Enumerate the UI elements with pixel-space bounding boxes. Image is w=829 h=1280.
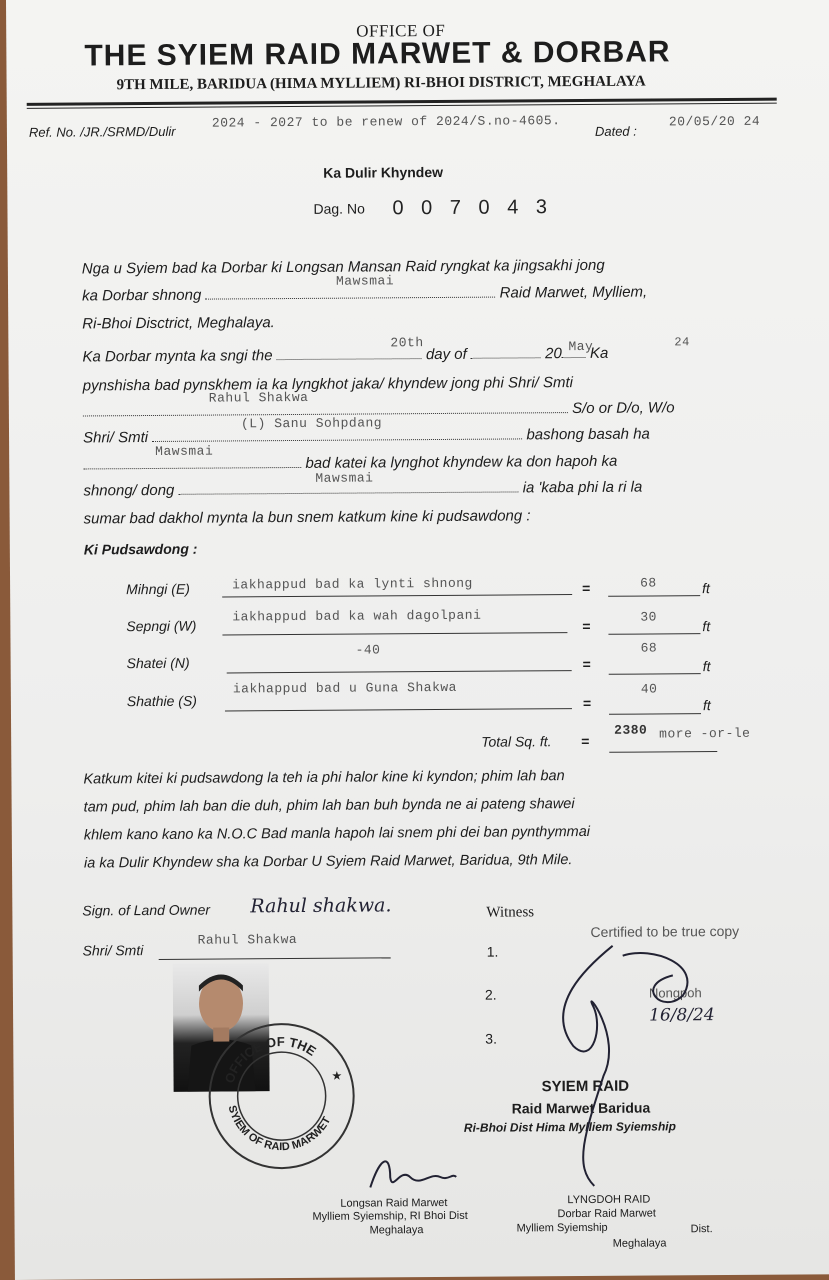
terms-line-1: Katkum kitei ki pudsawdong la teh ia phi halor kine ki kyndon; phim lah ban (83, 768, 565, 788)
body-text: bad katei ka lynghot khyndew ka don hapoh ka (305, 452, 618, 472)
unit-ft: ft (702, 580, 710, 597)
fill-year: 24 (674, 335, 690, 350)
lyngdoh-seal-extra: Dist. (690, 1223, 713, 1236)
dated-label: Dated : (594, 123, 637, 139)
witness-label: Witness (486, 904, 535, 921)
fill-shnong-dong: Mawsmai (315, 470, 374, 486)
body-text: Ka Dorbar mynta ka sngi the (82, 347, 273, 366)
syiem-seal-line-2: Raid Marwet Baridua (511, 1099, 651, 1117)
owner-sign-label: Sign. of Land Owner (82, 901, 211, 919)
witness-1: 1. (486, 943, 499, 960)
lyngdoh-seal-line-2: Dorbar Raid Marwet (557, 1207, 656, 1221)
syiem-seal-line-1: SYIEM RAID (541, 1077, 630, 1096)
fill-bashong: Mawsmai (155, 443, 214, 459)
certified-stamp: Certified to be true copy (590, 922, 740, 940)
witness-2: 2. (484, 986, 497, 1003)
equals-sign: = (582, 655, 591, 672)
fill-day: 20th (390, 335, 424, 351)
boundary-value-north: 68 (640, 640, 658, 656)
body-text: day of (425, 345, 467, 364)
body-text: bashong basah ha (526, 425, 650, 444)
office-title: THE SYIEM RAID MARWET & DORBAR (84, 35, 671, 73)
dag-label: Dag. No (313, 200, 365, 217)
body-text: S/o or D/o, W/o (571, 399, 675, 418)
boundary-value-west: 30 (640, 609, 657, 625)
body-text: shnong/ dong (83, 481, 175, 500)
dated-value: 20/05/20 24 (668, 113, 761, 130)
svg-text:★: ★ (331, 1068, 343, 1083)
body-text: Raid Marwet, Mylliem, (499, 283, 648, 302)
total-label: Total Sq. ft. (481, 733, 552, 750)
shri-fill: Rahul Shakwa (197, 931, 298, 948)
body-text: 20 (545, 345, 562, 363)
fill-dorbar-shnong: Mawsmai (335, 273, 395, 289)
body-text: ia 'kaba phi la ri la (522, 478, 643, 497)
body-line-1: Nga u Syiem bad ka Dorbar ki Longsan Mansan Raid ryngkat ka jingsakhi jong (81, 256, 605, 278)
syiem-seal-line-3: Ri-Bhoi Dist Hima Mylliem Syiemship (463, 1119, 676, 1135)
equals-sign: = (582, 694, 592, 711)
body-text: Ka (589, 344, 609, 362)
boundary-value-east: 68 (640, 575, 657, 591)
longsan-seal-line-2: Mylliem Syiemship, RI Bhoi Dist (312, 1209, 468, 1223)
boundary-label-west: Sepngi (W) (126, 617, 197, 635)
terms-line-4: ia ka Dulir Khyndew sha ka Dorbar U Syiem Raid Marwet, Baridua, 9th Mile. (83, 852, 573, 872)
document-heading: Ka Dulir Khyndew (323, 163, 444, 181)
owner-signature: Rahul shakwa. (250, 894, 392, 918)
fill-owner-name: Rahul Shakwa (208, 389, 309, 406)
office-of-label: OFFICE OF (356, 20, 446, 41)
boundary-label-north: Shatei (N) (126, 654, 190, 672)
body-line-5: pynshisha bad pynskhem ia ka lyngkhot jaka/ khyndew jong phi Shri/ Smti (82, 374, 574, 395)
boundary-desc-south: iakhappud bad u Guna Shakwa (232, 679, 458, 697)
boundary-desc-west: iakhappud bad ka wah dagolpani (232, 607, 482, 625)
certified-date: 16/8/24 (649, 1005, 715, 1026)
fill-month: May (568, 338, 594, 355)
svg-text:SYIEM OF RAID MARWET (226, 1104, 334, 1154)
fill-parent-name: (L) Sanu Sohpdang (240, 415, 383, 432)
shri-label: Shri/ Smti (82, 942, 144, 959)
round-seal-stamp (203, 1018, 360, 1175)
seal-text-top: OFFICE OF THE (221, 1034, 319, 1085)
equals-sign: = (581, 732, 590, 750)
lyngdoh-seal-line-1: LYNGDOH RAID (567, 1193, 651, 1207)
document-page (6, 0, 829, 1280)
boundary-value-south: 40 (640, 681, 658, 697)
ref-value: 2024 - 2027 to be renew of 2024/S.no-4605. (211, 113, 561, 131)
longsan-seal-line-3: Meghalaya (369, 1224, 424, 1237)
body-line-3: Ri-Bhoi Disctrict, Meghalaya. (82, 314, 275, 333)
ref-label: Ref. No. /JR./SRMD/Dulir (28, 123, 176, 140)
total-note: more -or-le (659, 725, 751, 742)
boundary-desc-north: -40 (355, 642, 381, 658)
boundary-desc-east: iakhappud bad ka lynti shnong (232, 575, 473, 593)
boundary-label-east: Mihngi (E) (126, 580, 190, 598)
body-text: ka Dorbar shnong (82, 286, 202, 305)
boundary-label-south: Shathie (S) (126, 692, 197, 710)
body-text: Shri/ Smti (83, 429, 149, 447)
boundaries-heading: Ki Pudsawdong : (83, 540, 198, 558)
dag-number: 0 0 7 0 4 3 (392, 196, 554, 220)
terms-line-2: tam pud, phim lah ban die duh, phim lah ban buh bynda ne ai pateng shawei (83, 796, 575, 816)
terms-line-3: khlem kano kano ka N.O.C Bad manla hapoh lai snem phi dei ban pynthymmai (83, 823, 591, 844)
witness-3: 3. (485, 1030, 498, 1047)
equals-sign: = (582, 579, 591, 596)
body-line-10: sumar bad dakhol mynta la bun snem katkum kine ki pudsawdong : (83, 507, 531, 528)
total-value: 2380 (614, 722, 648, 738)
certified-place: Nongpoh (648, 985, 702, 1001)
office-address: 9TH MILE, BARIDUA (HIMA MYLLIEM) RI-BHOI DISTRICT, MEGHALAYA (116, 73, 646, 94)
lyngdoh-seal-line-4: Meghalaya (612, 1237, 667, 1250)
syiem-signature (533, 935, 735, 1196)
unit-ft: ft (702, 697, 711, 714)
equals-sign: = (582, 617, 591, 634)
body-line-4 (82, 345, 608, 366)
longsan-seal-line-1: Longsan Raid Marwet (340, 1196, 448, 1210)
seal-text-bottom: SYIEM OF RAID MARWET (225, 1104, 334, 1154)
unit-ft: ft (702, 618, 711, 635)
lyngdoh-seal-line-3: Mylliem Syiemship (516, 1221, 608, 1235)
unit-ft: ft (702, 658, 711, 675)
